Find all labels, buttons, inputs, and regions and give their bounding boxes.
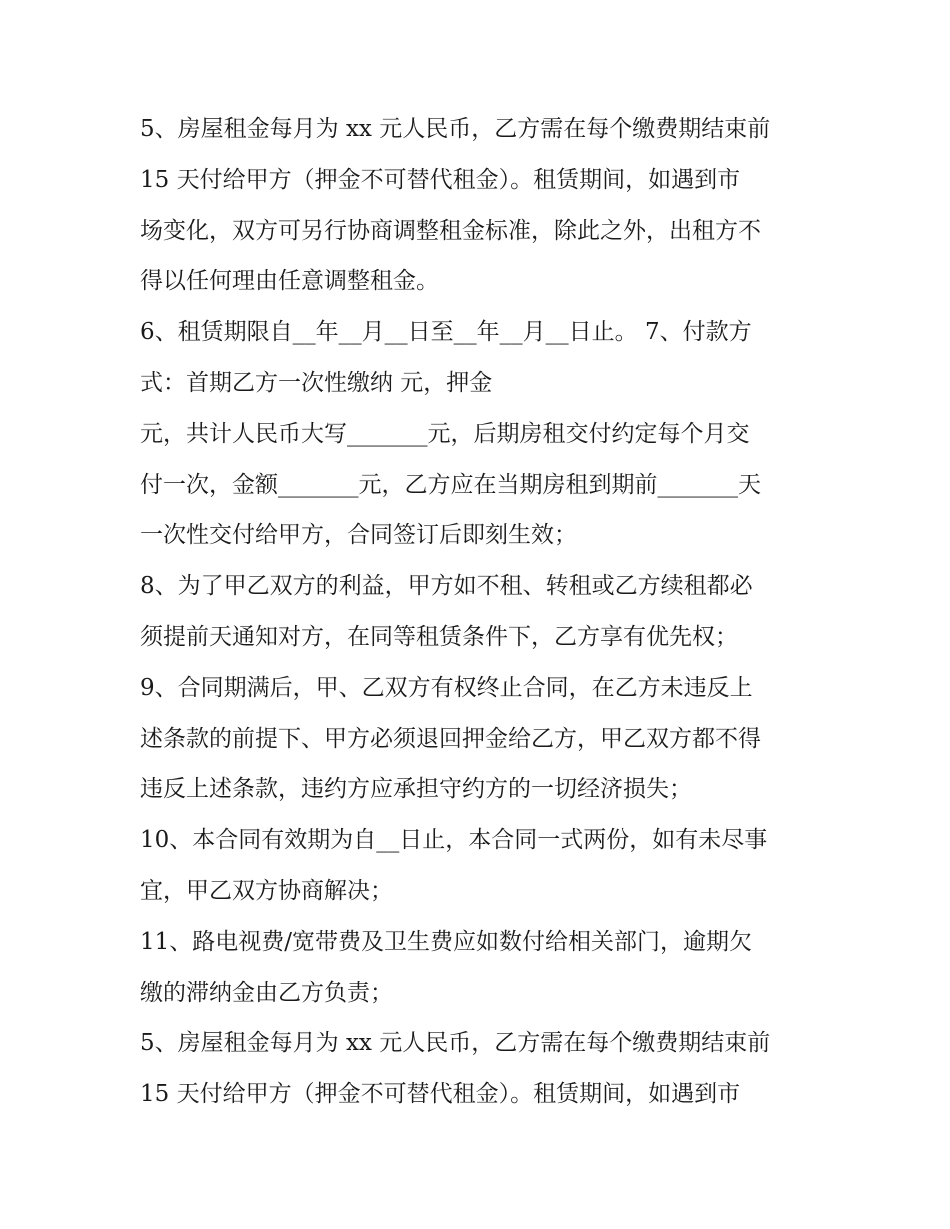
text-line: 宜，甲乙双方协商解决； (140, 877, 393, 904)
text-line: 付一次，金额_______元，乙方应在当期房租到期前_______天 (140, 471, 761, 498)
text-line: 一次性交付给甲方，合同签订后即刻生效； (140, 522, 577, 549)
text-line: 11、路电视费/宽带费及卫生费应如数付给相关部门，逾期欠 (140, 928, 753, 955)
text-line: 须提前天通知对方，在同等租赁条件下，乙方享有优先权； (140, 623, 738, 650)
text-line: 8、为了甲乙双方的利益，甲方如不租、转租或乙方续租都必 (140, 573, 753, 600)
contract-body (140, 112, 820, 1128)
text-line: 10、本合同有效期为自__日止，本合同一式两份，如有未尽事 (140, 827, 768, 854)
text-line: 15 天付给甲方（押金不可替代租金）。租赁期间，如遇到市 (140, 166, 741, 193)
text-line: 5、房屋租金每月为 xx 元人民币，乙方需在每个缴费期结束前 (140, 116, 771, 142)
text-line: 违反上述条款，违约方应承担守约方的一切经济损失； (140, 776, 692, 803)
text-line: 述条款的前提下、甲方必须退回押金给乙方，甲乙双方都不得 (140, 725, 761, 752)
text-line: 场变化，双方可另行协商调整租金标准，除此之外，出租方不 (140, 217, 761, 244)
text-line: 式：首期乙方一次性缴纳 元，押金 (140, 369, 493, 396)
text-line: 9、合同期满后，甲、乙双方有权终止合同，在乙方未违反上 (140, 674, 753, 701)
text-line: 得以任何理由任意调整租金。 (140, 268, 439, 295)
text-line: 15 天付给甲方（押金不可替代租金）。租赁期间，如遇到市 (140, 1081, 741, 1108)
text-line: 5、房屋租金每月为 xx 元人民币，乙方需在每个缴费期结束前 (140, 1030, 771, 1057)
text-line: 元，共计人民币大写_______元，后期房租交付约定每个月交 (140, 420, 750, 447)
text-line: 6、租赁期限自__年__月__日至__年__月__日止。 7、付款方 (140, 319, 752, 346)
text-line: 缴的滞纳金由乙方负责； (140, 979, 393, 1006)
